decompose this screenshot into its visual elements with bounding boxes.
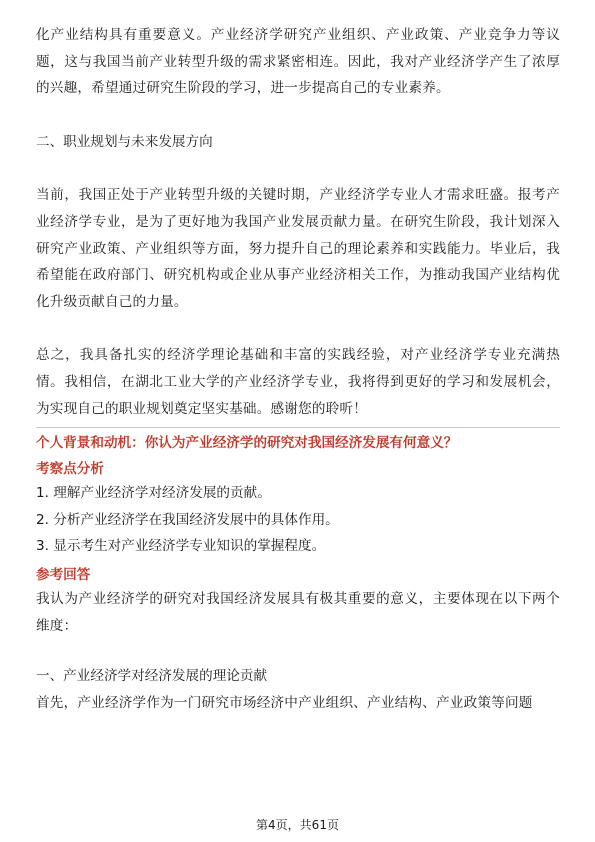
answer-paragraph-1: 首先，产业经济学作为一门研究市场经济中产业组织、产业结构、产业政策等问题 <box>36 694 533 711</box>
interview-question: 个人背景和动机：你认为产业经济学的研究对我国经济发展有何意义？ <box>36 435 458 452</box>
paragraph-career-plan: 当前，我国正处于产业转型升级的关键时期，产业经济学专业人才需求旺盛。报考产业经济学专业，是为了更好地为我国产业发展贡献力量。在研究生阶段，我计划深入研究产业政策、产业组织等方面，努力提升自己的理论素养和实践能力。毕业后，我希望能在政府部门、研究机构或企业从事产业经济相关工作，为推动我国产业结构优化升级贡献自己的力量。 <box>36 187 560 310</box>
page-number: 第4页，共61页 <box>256 818 339 832</box>
answer-heading-theory: 一、产业经济学对经济发展的理论贡献 <box>36 668 268 685</box>
section-divider <box>36 427 560 428</box>
analysis-item-2: 2. 分析产业经济学在我国经济发展中的具体作用。 <box>36 511 339 528</box>
analysis-label: 考察点分析 <box>36 461 104 478</box>
answer-label: 参考回答 <box>36 566 91 583</box>
document-page <box>36 22 560 716</box>
analysis-item-1: 1. 理解产业经济学对经济发展的贡献。 <box>36 485 271 502</box>
section-heading-career: 二、职业规划与未来发展方向 <box>36 133 213 150</box>
analysis-item-3: 3. 显示考生对产业经济学专业知识的掌握程度。 <box>36 538 326 555</box>
paragraph-motivation-end: 化产业结构具有重要意义。产业经济学研究产业组织、产业政策、产业竞争力等议题，这与我国当前产业转型升级的需求紧密相连。因此，我对产业经济学产生了浓厚的兴趣，希望通过研究生阶段的学习，进一步提高自己的专业素养。 <box>36 27 560 97</box>
answer-intro: 我认为产业经济学的研究对我国经济发展具有极其重要的意义，主要体现在以下两个维度： <box>36 590 560 634</box>
paragraph-conclusion: 总之，我具备扎实的经济学理论基础和丰富的实践经验，对产业经济学专业充满热情。我相信，在湖北工业大学的产业经济学专业，我将得到更好的学习和发展机会，为实现自己的职业规划奠定坚实基础。感谢您的聆听！ <box>36 347 560 417</box>
